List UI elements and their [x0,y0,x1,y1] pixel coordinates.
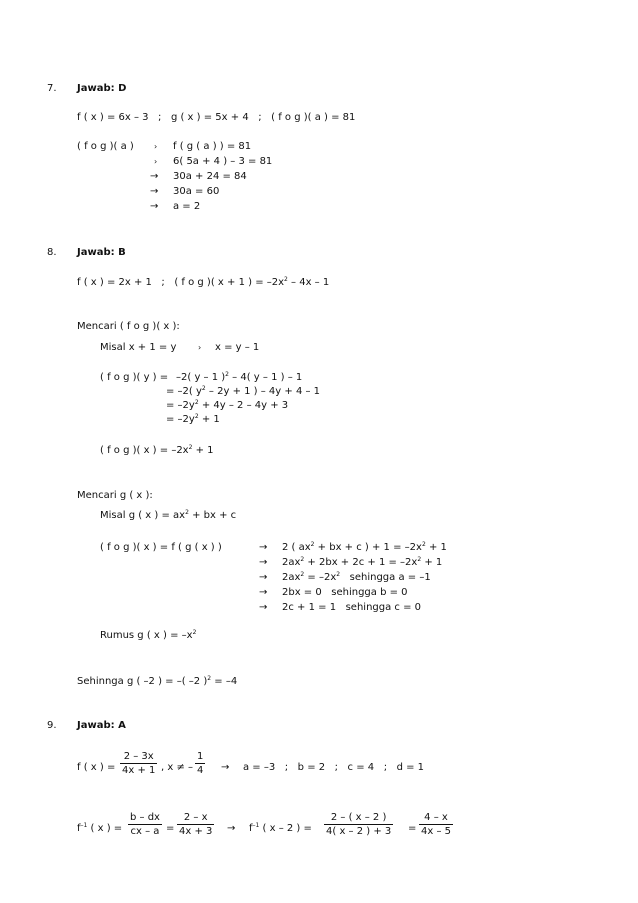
function-label-9: f ( x ) = [77,762,116,773]
step-line-7: 30a + 24 = 84 [173,171,247,182]
step-line-7: f ( g ( a ) ) = 81 [173,141,252,152]
right-arrow-icon: → [259,572,268,583]
right-arrow-icon: → [259,542,268,553]
fraction-result [419,811,453,838]
numerator: 2 – x [177,811,214,825]
denominator: 4( x – 2 ) + 3 [326,826,392,837]
fraction-substituted [324,811,393,838]
coefficients-9: a = –3 ; b = 2 ; c = 4 ; d = 1 [243,762,425,773]
fogy-line-3: = $-2y^2 + 4y - 2 - 4y + 3$ [166,399,289,411]
numerator: 4 – x [419,811,453,825]
inverse-eval-label: $f^{-1}$ ( x – 2 ) = [249,822,312,834]
coefficient-step: $2ax^2 + 2bx + 2c + 1 = -2x^2 + 1$ [282,556,443,568]
fogy-lhs: ( f o g )( y ) = [100,372,172,383]
fogx-result: ( f o g )( x ) = $-2x^2 + 1$ [100,444,214,456]
right-arrow-icon: → [259,557,268,568]
question-number-7: 7. [47,83,57,94]
fraction-inverse-general [128,811,162,838]
answer-heading-9: Jawab: A [77,720,126,731]
denominator: 4x + 3 [179,826,213,837]
step-line-7: 30a = 60 [173,186,220,197]
equals-sign: = [408,823,417,834]
implies-icon: › [198,343,202,352]
find-g-heading: Mencari g ( x ): [77,490,153,501]
given-functions-7: f ( x ) = 6x – 3 ; g ( x ) = 5x + 4 ; ( f o g )( a ) = 81 [77,112,356,123]
composition-lhs-7: ( f o g )( a ) [77,141,134,152]
fogy-line-1: –2( y – 1 )$^2$ – 4( y – 1 ) – 1 [176,371,303,383]
coefficient-step: 2 ( $ax^2$ + bx + c ) + $1 = -2x^2 + 1$ [282,541,447,553]
right-arrow-icon: → [227,823,236,834]
substitution-line: Misal g ( x ) = $ax^2$ + bx + c [100,509,237,521]
right-arrow-icon: → [150,201,159,212]
question-number-9: 9. [47,720,57,731]
equals-sign: = [166,823,175,834]
fraction-inverse [177,811,214,838]
composition-lhs-8: ( f o g )( x ) = f ( g ( x ) ) [100,542,222,553]
coefficient-step: $2ax^2 = -2x^2$ sehingga a = –1 [282,571,431,583]
numerator: 2 – ( x – 2 ) [324,811,393,825]
substitution-line: Misal x + 1 = y [100,342,177,353]
implies-icon: › [154,142,158,151]
given-functions-8: f ( x ) = 2x + 1 ; ( f o g )( x + 1 ) = $-2x^2 - 4x - 1$ [77,276,330,288]
coefficient-step: 2bx = 0 sehingga b = 0 [282,587,408,598]
step-line-7: a = 2 [173,201,201,212]
inverse-label: $f^{-1}$ ( x ) = [77,822,123,834]
numerator: 1 [197,751,204,762]
coefficient-step: 2c + 1 = 1 sehingga c = 0 [282,602,422,613]
answer-heading-7: Jawab: D [77,83,127,94]
right-arrow-icon: → [221,762,230,773]
numerator: b – dx [130,812,160,823]
formula-g: Rumus g ( x ) = $-x^2$ [100,629,197,641]
substitution-result: x = y – 1 [215,342,260,353]
right-arrow-icon: → [150,171,159,182]
denominator: 4x + 1 [122,765,156,776]
conclusion-8: Sehinnga g ( –2 ) = –( –2 )$^2$ = –4 [77,675,238,687]
denominator: cx – a [130,826,160,837]
fraction-f [120,750,157,777]
question-number-8: 8. [47,247,57,258]
denominator: 4 [197,765,204,776]
numerator: 2 – 3x [120,750,157,764]
right-arrow-icon: → [259,602,268,613]
step-line-7: 6( 5a + 4 ) – 3 = 81 [173,156,273,167]
fogy-line-4: = $-2y^2 + 1$ [166,413,220,425]
domain-condition: , x ≠ – [161,762,194,773]
denominator: 4x – 5 [421,826,451,837]
right-arrow-icon: → [259,587,268,598]
fraction-condition [195,750,205,777]
fogy-line-2: = –2( $y^2 - 2y + 1$ ) – 4y + 4 – 1 [166,385,321,397]
right-arrow-icon: → [150,186,159,197]
find-fog-heading: Mencari ( f o g )( x ): [77,321,180,332]
answer-heading-8: Jawab: B [77,247,126,258]
implies-icon: › [154,157,158,166]
